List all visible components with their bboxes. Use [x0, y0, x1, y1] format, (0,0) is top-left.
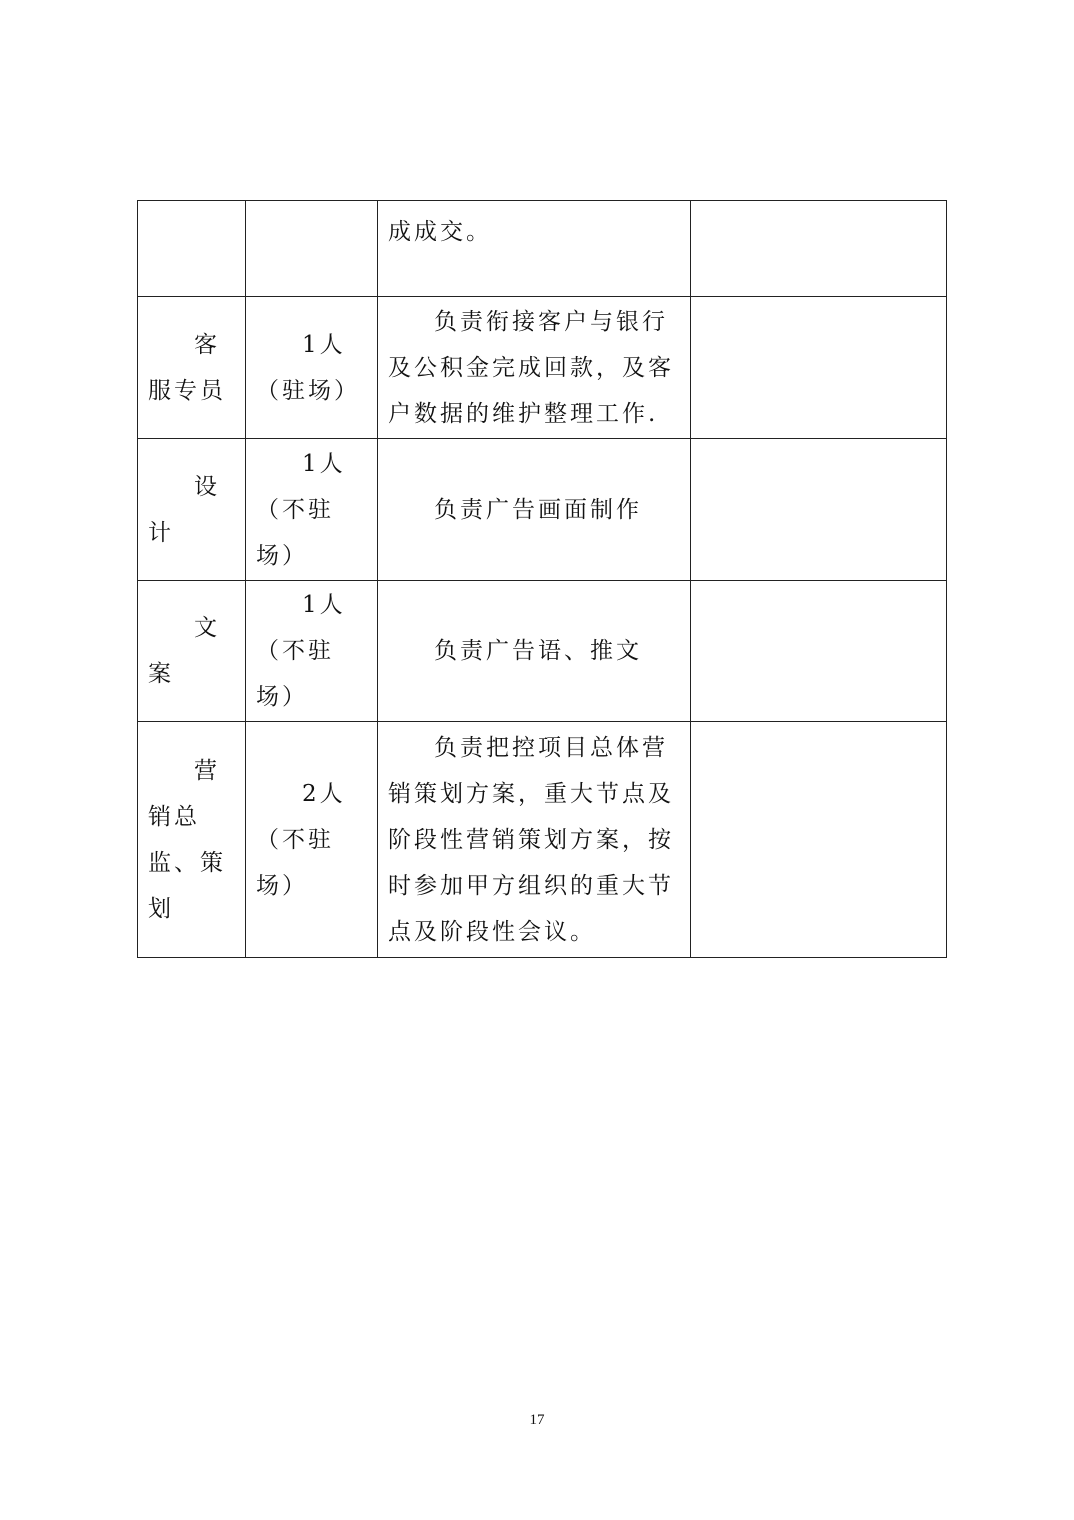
note-cell	[691, 297, 947, 439]
table-row	[138, 201, 947, 297]
note-cell	[691, 581, 947, 722]
count-cell: 2人（不驻场）	[246, 722, 378, 958]
count-cell: 1人（不驻场）	[246, 439, 378, 581]
page-number: 17	[529, 1412, 545, 1428]
role-cell: 文案	[138, 581, 246, 722]
duty-cell: 负责广告语、推文	[378, 581, 691, 722]
table-row	[138, 297, 947, 439]
note-cell	[691, 439, 947, 581]
staff-table	[137, 200, 947, 958]
note-cell	[691, 201, 947, 297]
duty-cell: 成成交。	[378, 201, 691, 297]
table-row	[138, 581, 947, 722]
role-cell: 设计	[138, 439, 246, 581]
duty-cell: 负责广告画面制作	[378, 439, 691, 581]
count-cell	[246, 201, 378, 297]
role-cell: 营销总监、策划	[138, 722, 246, 958]
duty-cell: 负责衔接客户与银行及公积金完成回款，及客户数据的维护整理工作.	[378, 297, 691, 439]
table-row	[138, 722, 947, 958]
count-cell: 1人（驻场）	[246, 297, 378, 439]
table-row	[138, 439, 947, 581]
role-cell	[138, 201, 246, 297]
duty-cell: 负责把控项目总体营销策划方案，重大节点及阶段性营销策划方案，按时参加甲方组织的重大节点及阶段性会议。	[378, 722, 691, 958]
count-cell: 1人（不驻场）	[246, 581, 378, 722]
role-cell: 客服专员	[138, 297, 246, 439]
note-cell	[691, 722, 947, 958]
